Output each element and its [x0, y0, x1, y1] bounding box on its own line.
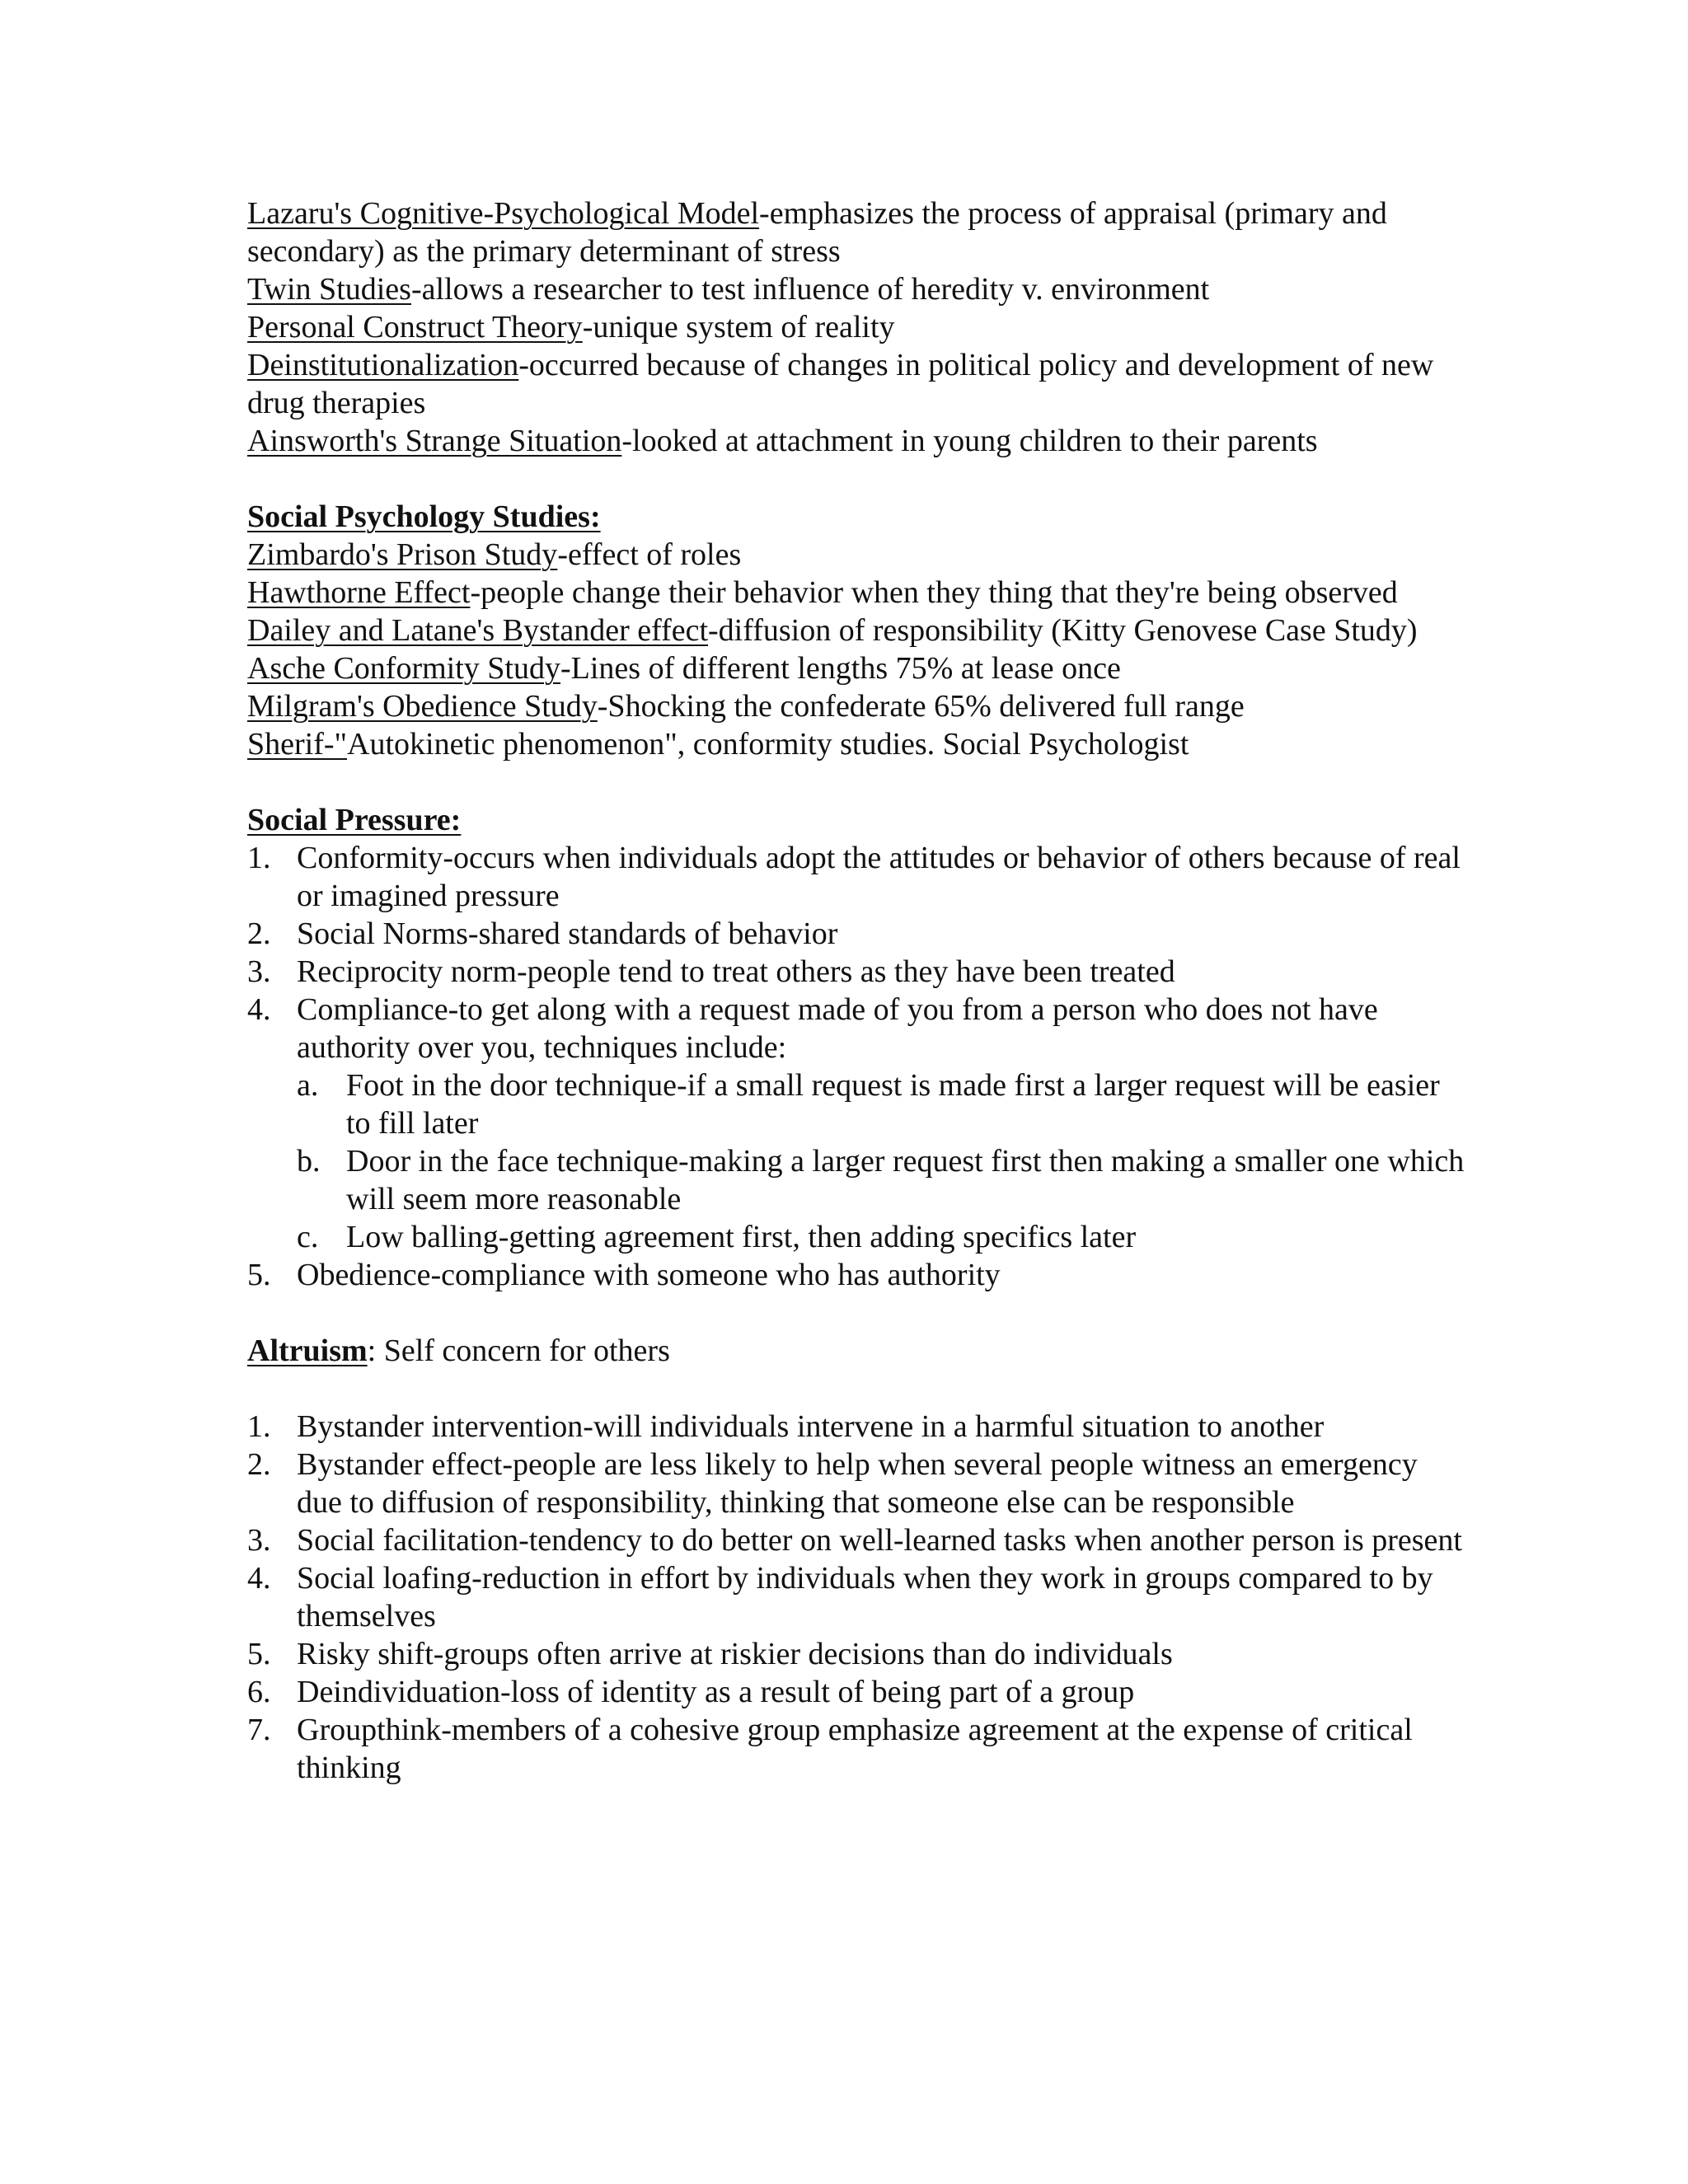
spacer — [247, 763, 1467, 801]
spacer — [247, 1294, 1467, 1332]
list-item: 6. Deindividuation-loss of identity as a result of being part of a group — [247, 1675, 1135, 1709]
altruism-desc: : Self concern for others — [367, 1333, 670, 1368]
list-item: 4. Compliance-to get along with a request made of you from a person who does not have authority over you, techniques include: — [247, 992, 1378, 1065]
definition-term: Deinstitutionalization — [247, 348, 519, 382]
definition-term: Twin Studies — [247, 272, 411, 307]
study-term: Zimbardo's Prison Study — [247, 537, 558, 572]
definition-twin-studies — [247, 270, 1467, 308]
study-desc: -effect of roles — [557, 537, 742, 572]
definition-desc: -looked at attachment in young children to their parents — [621, 424, 1318, 458]
study-term: Hawthorne Effect — [247, 575, 471, 610]
definition-desc: -emphasizes the process of appraisal (primary and secondary) as the primary determinant of stress — [247, 196, 1387, 269]
study-term: Asche Conformity Study — [247, 651, 560, 686]
definition-desc: -unique system of reality — [582, 310, 895, 344]
list-item: 3. Social facilitation-tendency to do better on well-learned tasks when another person is present — [247, 1523, 1462, 1558]
list-item: 3. Reciprocity norm-people tend to treat others as they have been treated — [247, 954, 1175, 989]
section-heading-social-pressure: Social Pressure: — [247, 803, 462, 837]
altruism-list — [247, 1408, 1467, 1787]
section-heading-social-psychology: Social Psychology Studies: — [247, 499, 601, 534]
list-item: 5. Risky shift-groups often arrive at riskier decisions than do individuals — [247, 1637, 1173, 1671]
sub-list-item: c. Low balling-getting agreement first, then adding specifics later — [297, 1220, 1137, 1254]
document-page — [247, 194, 1467, 1787]
definition-desc: -allows a researcher to test influence of heredity v. environment — [410, 272, 1210, 307]
study-desc: -people change their behavior when they thing that they're being observed — [470, 575, 1398, 610]
list-item: 1. Conformity-occurs when individuals adopt the attitudes or behavior of others because of real or imagined pressure — [247, 841, 1461, 913]
sub-list-item: a. Foot in the door technique-if a small request is made first a larger request will be easier to fill later — [297, 1068, 1440, 1141]
definition-term: Lazaru's Cognitive-Psychological Model — [247, 196, 760, 231]
definition-deinstitutionalization — [247, 346, 1467, 422]
list-item: 5. Obedience-compliance with someone who has authority — [247, 1258, 1001, 1292]
study-desc: -Lines of different lengths 75% at lease once — [560, 651, 1121, 686]
definition-lazarus — [247, 194, 1467, 270]
list-item: 7. Groupthink-members of a cohesive group emphasize agreement at the expense of critical thinking — [247, 1713, 1413, 1785]
definition-desc: -occurred because of changes in political policy and development of new drug therapies — [247, 348, 1434, 420]
study-hawthorne — [247, 574, 1467, 612]
study-desc: -Shocking the confederate 65% delivered full range — [597, 689, 1245, 724]
list-item: 4. Social loafing-reduction in effort by individuals when they work in groups compared to by themselves — [247, 1561, 1433, 1633]
definition-ainsworth — [247, 422, 1467, 460]
section-heading-altruism: Altruism: Self concern for others — [247, 1333, 670, 1368]
study-term: Sherif-" — [247, 727, 348, 762]
social-pressure-list — [247, 839, 1467, 1294]
list-item: 2. Social Norms-shared standards of behavior — [247, 916, 838, 951]
study-milgram — [247, 687, 1467, 725]
study-desc: -diffusion of responsibility (Kitty Genovese Case Study) — [708, 613, 1418, 648]
definition-term: Personal Construct Theory — [247, 310, 583, 344]
study-asche — [247, 649, 1467, 687]
study-sherif — [247, 725, 1467, 763]
sub-list-item: b. Door in the face technique-making a larger request first then making a smaller one which will seem more reasonable — [297, 1144, 1465, 1216]
study-zimbardo — [247, 536, 1467, 574]
study-desc: Autokinetic phenomenon", conformity studies. Social Psychologist — [347, 727, 1189, 762]
list-item: 1. Bystander intervention-will individuals intervene in a harmful situation to another — [247, 1409, 1325, 1444]
definition-term: Ainsworth's Strange Situation — [247, 424, 622, 458]
study-term: Dailey and Latane's Bystander effect — [247, 613, 709, 648]
list-item: 2. Bystander effect-people are less likely to help when several people witness an emergency due to diffusion of responsibility, thinking that someone else can be responsible — [247, 1447, 1418, 1520]
study-term: Milgram's Obedience Study — [247, 689, 598, 724]
spacer — [247, 460, 1467, 498]
definition-personal-construct — [247, 308, 1467, 346]
study-bystander — [247, 612, 1467, 649]
spacer — [247, 1370, 1467, 1408]
